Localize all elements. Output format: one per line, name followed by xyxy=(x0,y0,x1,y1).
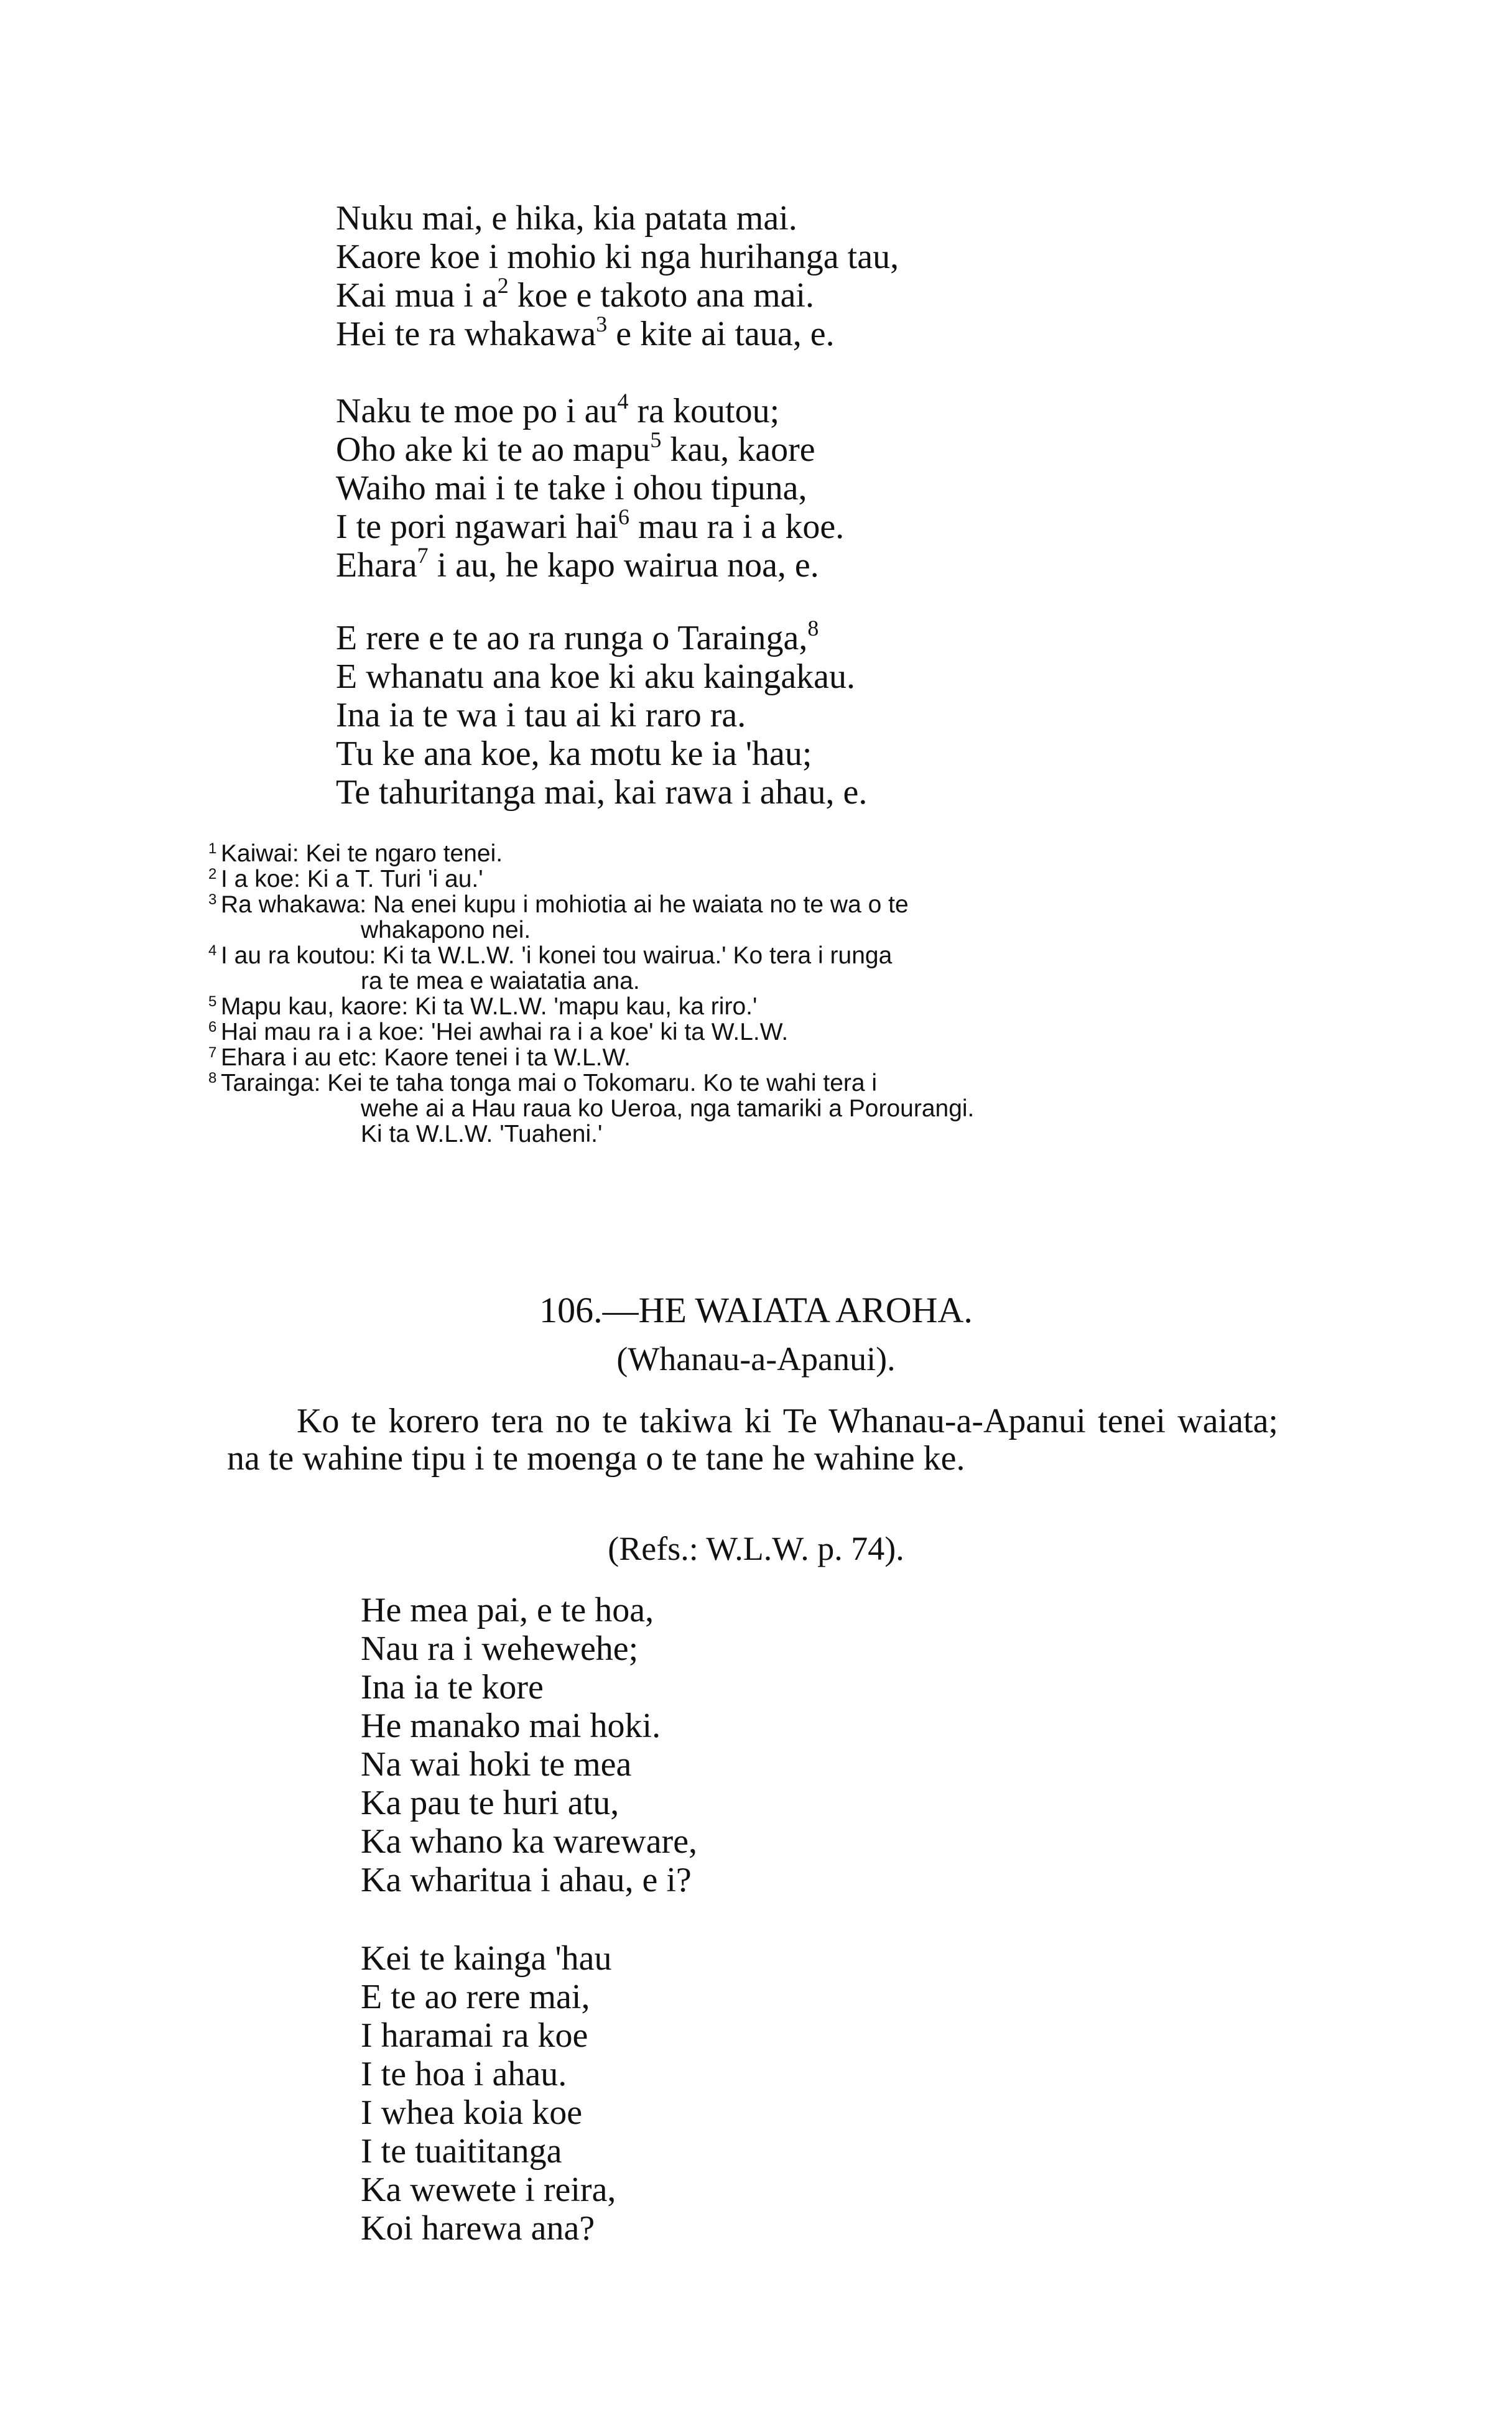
footnote-text: Ehara i au etc: Kaore tenei i ta W.L.W. xyxy=(221,1044,631,1071)
footnote-number: 8 xyxy=(208,1070,217,1087)
footnote xyxy=(208,841,1278,866)
poem-stanza-2 xyxy=(336,389,845,585)
footnote-text: Hai mau ra i a koe: 'Hei awhai ra i a koe' ki ta W.L.W. xyxy=(221,1019,789,1045)
song-introduction: Ko te korero tera no te takiwa ki Te Whanau-a-Apanui tenei waiata; na te wahine tipu i te moenga o te tane he wahine ke. xyxy=(227,1402,1278,1478)
verse-line: I te pori ngawari hai$^6$ mau ra i a koe. xyxy=(336,504,845,546)
footnote-number: 3 xyxy=(208,891,217,908)
verse-line: Hei te ra whakawa$^3$ e kite ai taua, e. xyxy=(336,312,835,353)
footnote xyxy=(208,1045,1278,1070)
footnote-text: I au ra koutou: Ki ta W.L.W. 'i konei tou wairua.' Ko tera i runga xyxy=(221,942,893,969)
footnote-ref: 2 xyxy=(497,273,509,298)
verse-line: I haramai ra koe xyxy=(361,2016,588,2055)
verse-line: Kai mua i $a^2$ koe e takoto ana mai. xyxy=(336,273,815,315)
verse-line: Ka wewete i reira, xyxy=(361,2171,616,2209)
verse-line: Tu ke ana koe, ka motu ke ia 'hau; xyxy=(336,734,812,773)
footnote-ref: 5 xyxy=(650,427,662,452)
footnote-ref: 7 xyxy=(417,543,429,568)
footnote-text: Ki ta W.L.W. 'Tuaheni.' xyxy=(361,1121,603,1147)
footnote-ref: 4 xyxy=(617,389,629,414)
verse-line: Waiho mai i te take i ohou tipuna, xyxy=(336,469,807,507)
verse-line: I whea koia koe xyxy=(361,2093,583,2132)
verse-line: Oho ake ki te ao mapu$^5$ kau, kaore xyxy=(336,427,815,469)
footnote-text: Tarainga: Kei te taha tonga mai o Tokomaru. Ko te wahi tera i xyxy=(221,1070,878,1096)
song-title: 106.—HE WAIATA AROHA. xyxy=(539,1290,973,1330)
verse-line: He manako mai hoki. xyxy=(361,1707,661,1745)
verse-line: I te hoa i ahau. xyxy=(361,2055,567,2093)
verse-line: E te ao rere mai, xyxy=(361,1978,590,2016)
footnote-number: 5 xyxy=(208,993,217,1010)
footnote-ref: 3 xyxy=(596,312,608,336)
verse-line: Ina ia te kore xyxy=(361,1668,544,1707)
song-stanza-1 xyxy=(361,1591,697,1899)
verse-line: Ina ia te wa i tau ai ki raro ra. xyxy=(336,696,746,734)
footnote-text: wehe ai a Hau raua ko Ueroa, nga tamariki a Porourangi. xyxy=(361,1095,975,1122)
verse-line: E whanatu ana koe ki aku kaingakau. xyxy=(336,657,856,696)
verse-line: Koi harewa ana? xyxy=(361,2209,595,2248)
footnote-text: Kaiwai: Kei te ngaro tenei. xyxy=(221,840,503,867)
verse-line: He mea pai, e te hoa, xyxy=(361,1591,654,1629)
verse-line: Te tahuritanga mai, kai rawa i ahau, e. xyxy=(336,773,868,812)
verse-line: Naku te moe po i $au^4$ ra koutou; xyxy=(336,389,780,430)
poem-stanza-1 xyxy=(336,199,899,353)
footnote-number: 4 xyxy=(208,942,217,959)
song-subtitle: (Whanau-a-Apanui). xyxy=(616,1340,896,1378)
footnote xyxy=(208,1070,1278,1147)
footnote-text: whakapono nei. xyxy=(361,917,531,943)
song-stanza-2 xyxy=(361,1939,616,2248)
footnote-number: 1 xyxy=(208,840,217,857)
footnote-text: I a koe: Ki a T. Turi 'i au.' xyxy=(221,866,483,892)
footnote-text: Mapu kau, kaore: Ki ta W.L.W. 'mapu kau, ka riro.' xyxy=(221,993,758,1020)
footnote xyxy=(208,1019,1278,1045)
footnote-number: 6 xyxy=(208,1019,217,1036)
footnote-text: Ra whakawa: Na enei kupu i mohiotia ai he waiata no te wa o te xyxy=(221,891,909,918)
verse-line: Nau ra i wehewehe; xyxy=(361,1629,639,1668)
footnote xyxy=(208,866,1278,892)
song-references: (Refs.: W.L.W. p. 74). xyxy=(608,1530,904,1567)
footnote-ref: 6 xyxy=(618,504,630,529)
verse-line: Ka pau te huri atu, xyxy=(361,1784,619,1822)
poem-stanza-3 xyxy=(336,616,868,812)
footnote xyxy=(208,943,1278,994)
verse-line: Kei te kainga 'hau xyxy=(361,1939,612,1978)
verse-line: I te tuaititanga xyxy=(361,2132,562,2171)
footnote xyxy=(208,892,1278,943)
footnote-number: 7 xyxy=(208,1044,217,1061)
verse-line: Ka whano ka wareware, xyxy=(361,1822,698,1861)
verse-line: Kaore koe i mohio ki nga hurihanga tau, xyxy=(336,238,899,276)
footnote-ref: 8 xyxy=(807,616,819,641)
verse-line: Ehara$^7$ i au, he kapo wairua noa, e. xyxy=(336,543,819,585)
verse-line: Na wai hoki te mea xyxy=(361,1745,632,1784)
verse-line: E rere e te ao ra runga o Tarainga,$^8$ xyxy=(336,616,819,657)
footnote-text: ra te mea e waiatatia ana. xyxy=(361,968,640,994)
verse-line: Ka wharitua i ahau, e i? xyxy=(361,1861,692,1899)
footnotes xyxy=(208,841,1278,1147)
footnote-number: 2 xyxy=(208,866,217,883)
verse-line: Nuku mai, e hika, kia patata mai. xyxy=(336,199,797,238)
footnote xyxy=(208,994,1278,1019)
